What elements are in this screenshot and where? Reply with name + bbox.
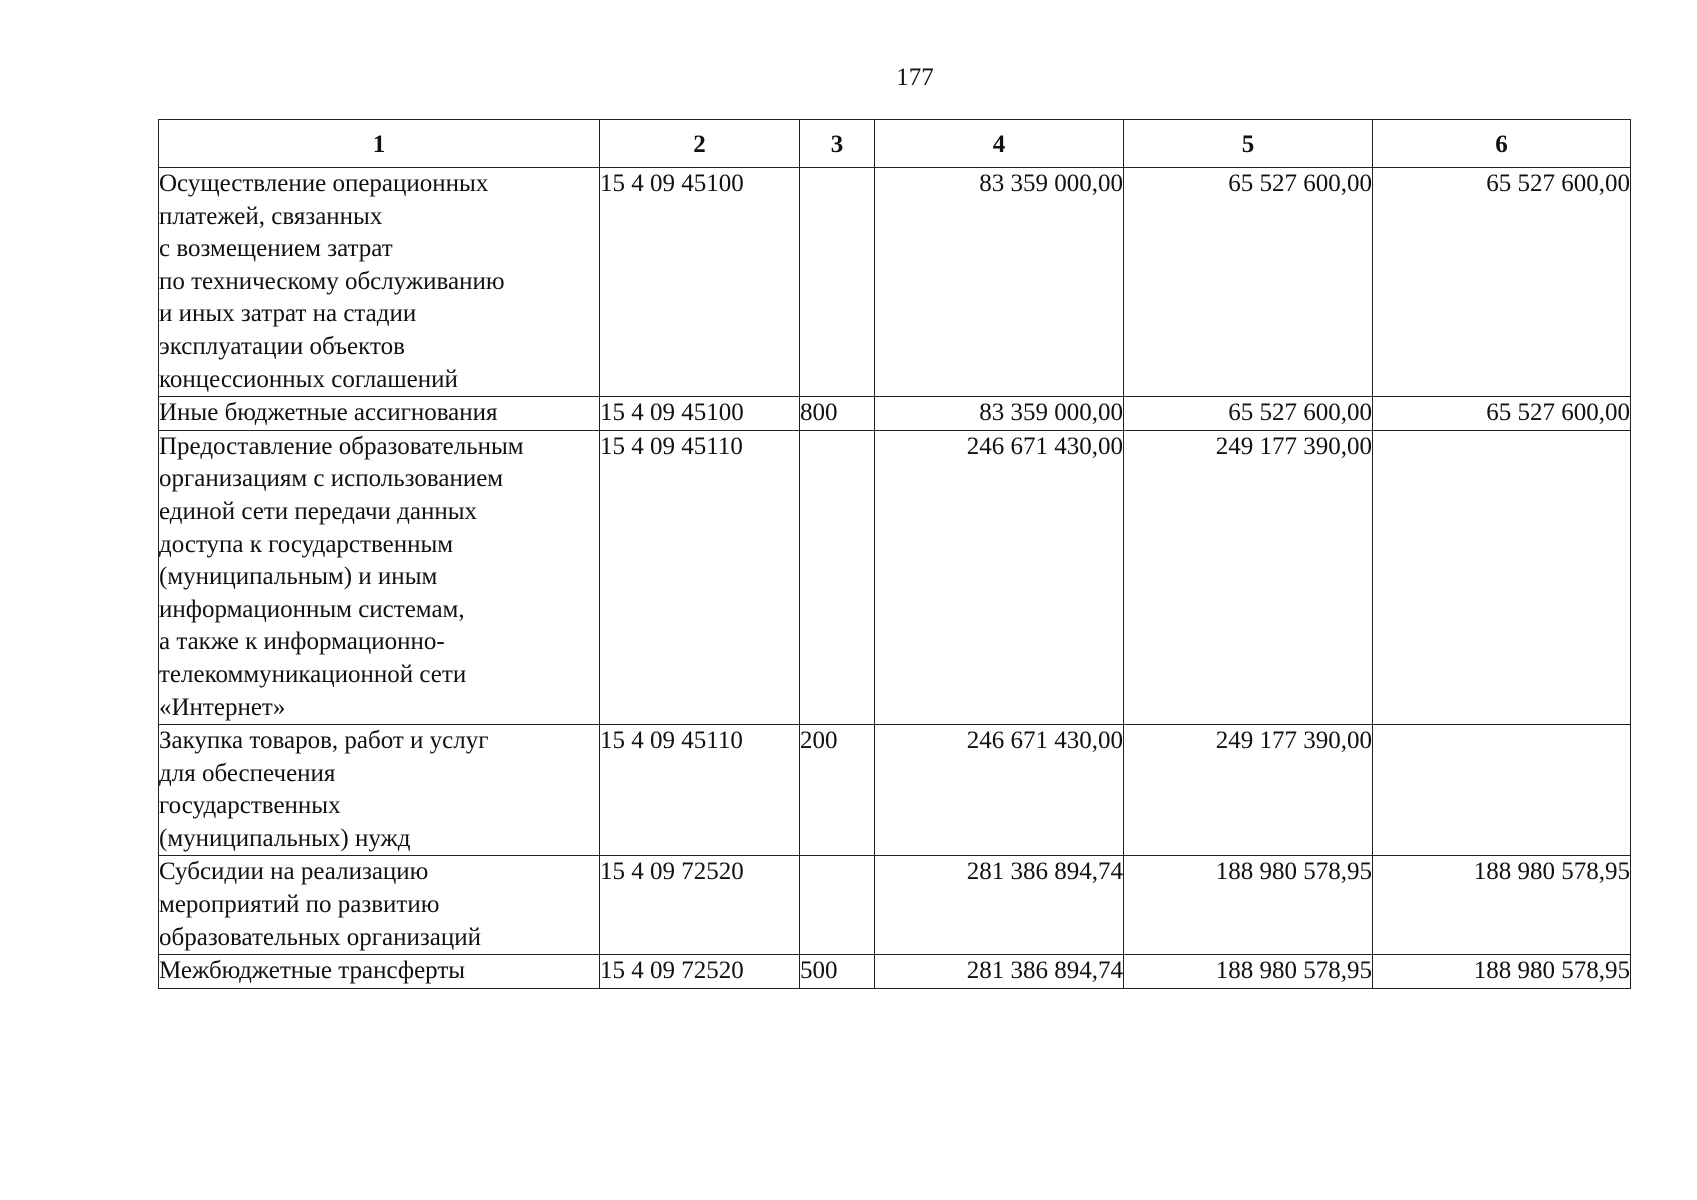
table-row [159, 430, 1631, 724]
column-header-6: 6 [1373, 120, 1631, 168]
column-header-2: 2 [600, 120, 800, 168]
row-value-6: 188 980 578,95 [1373, 955, 1631, 989]
row-type: 200 [800, 725, 875, 856]
row-value-6 [1373, 430, 1631, 724]
row-value-5: 65 527 600,00 [1124, 168, 1373, 397]
row-name: Закупка товаров, работ и услуг для обеспечения государственных (муниципальных) нужд [159, 725, 600, 856]
row-name: Предоставление образовательным организациям с использованием единой сети передачи данных доступа к государственным (муниципальным) и иным информационным системам, а также к информационно- телекоммуникационной сети «Интернет» [159, 430, 600, 724]
table-row [159, 856, 1631, 955]
row-name: Осуществление операционных платежей, связанных с возмещением затрат по техническому обслуживанию и иных затрат на стадии эксплуатации объектов концессионных соглашений [159, 168, 600, 397]
table-header-row [159, 120, 1631, 168]
page-number: 177 [896, 64, 934, 91]
column-header-5: 5 [1124, 120, 1373, 168]
row-type [800, 430, 875, 724]
table-row [159, 955, 1631, 989]
row-code: 15 4 09 45110 [600, 430, 800, 724]
row-value-6 [1373, 725, 1631, 856]
row-name: Субсидии на реализацию мероприятий по развитию образовательных организаций [159, 856, 600, 955]
row-value-5: 249 177 390,00 [1124, 430, 1373, 724]
row-name: Межбюджетные трансферты [159, 955, 600, 989]
column-header-3: 3 [800, 120, 875, 168]
row-value-4: 246 671 430,00 [875, 725, 1124, 856]
table-row [159, 168, 1631, 397]
row-type: 800 [800, 397, 875, 431]
row-type: 500 [800, 955, 875, 989]
row-code: 15 4 09 72520 [600, 955, 800, 989]
row-code: 15 4 09 45100 [600, 168, 800, 397]
row-value-4: 246 671 430,00 [875, 430, 1124, 724]
column-header-4: 4 [875, 120, 1124, 168]
budget-table [158, 119, 1631, 989]
column-header-1: 1 [159, 120, 600, 168]
table-row [159, 725, 1631, 856]
row-value-5: 188 980 578,95 [1124, 856, 1373, 955]
row-code: 15 4 09 72520 [600, 856, 800, 955]
table-row [159, 397, 1631, 431]
row-value-5: 188 980 578,95 [1124, 955, 1373, 989]
row-value-6: 188 980 578,95 [1373, 856, 1631, 955]
row-code: 15 4 09 45110 [600, 725, 800, 856]
row-value-4: 83 359 000,00 [875, 168, 1124, 397]
row-type [800, 168, 875, 397]
row-value-4: 83 359 000,00 [875, 397, 1124, 431]
row-value-4: 281 386 894,74 [875, 856, 1124, 955]
row-value-4: 281 386 894,74 [875, 955, 1124, 989]
row-name: Иные бюджетные ассигнования [159, 397, 600, 431]
row-value-5: 65 527 600,00 [1124, 397, 1373, 431]
row-value-5: 249 177 390,00 [1124, 725, 1373, 856]
row-value-6: 65 527 600,00 [1373, 397, 1631, 431]
row-code: 15 4 09 45100 [600, 397, 800, 431]
row-value-6: 65 527 600,00 [1373, 168, 1631, 397]
row-type [800, 856, 875, 955]
